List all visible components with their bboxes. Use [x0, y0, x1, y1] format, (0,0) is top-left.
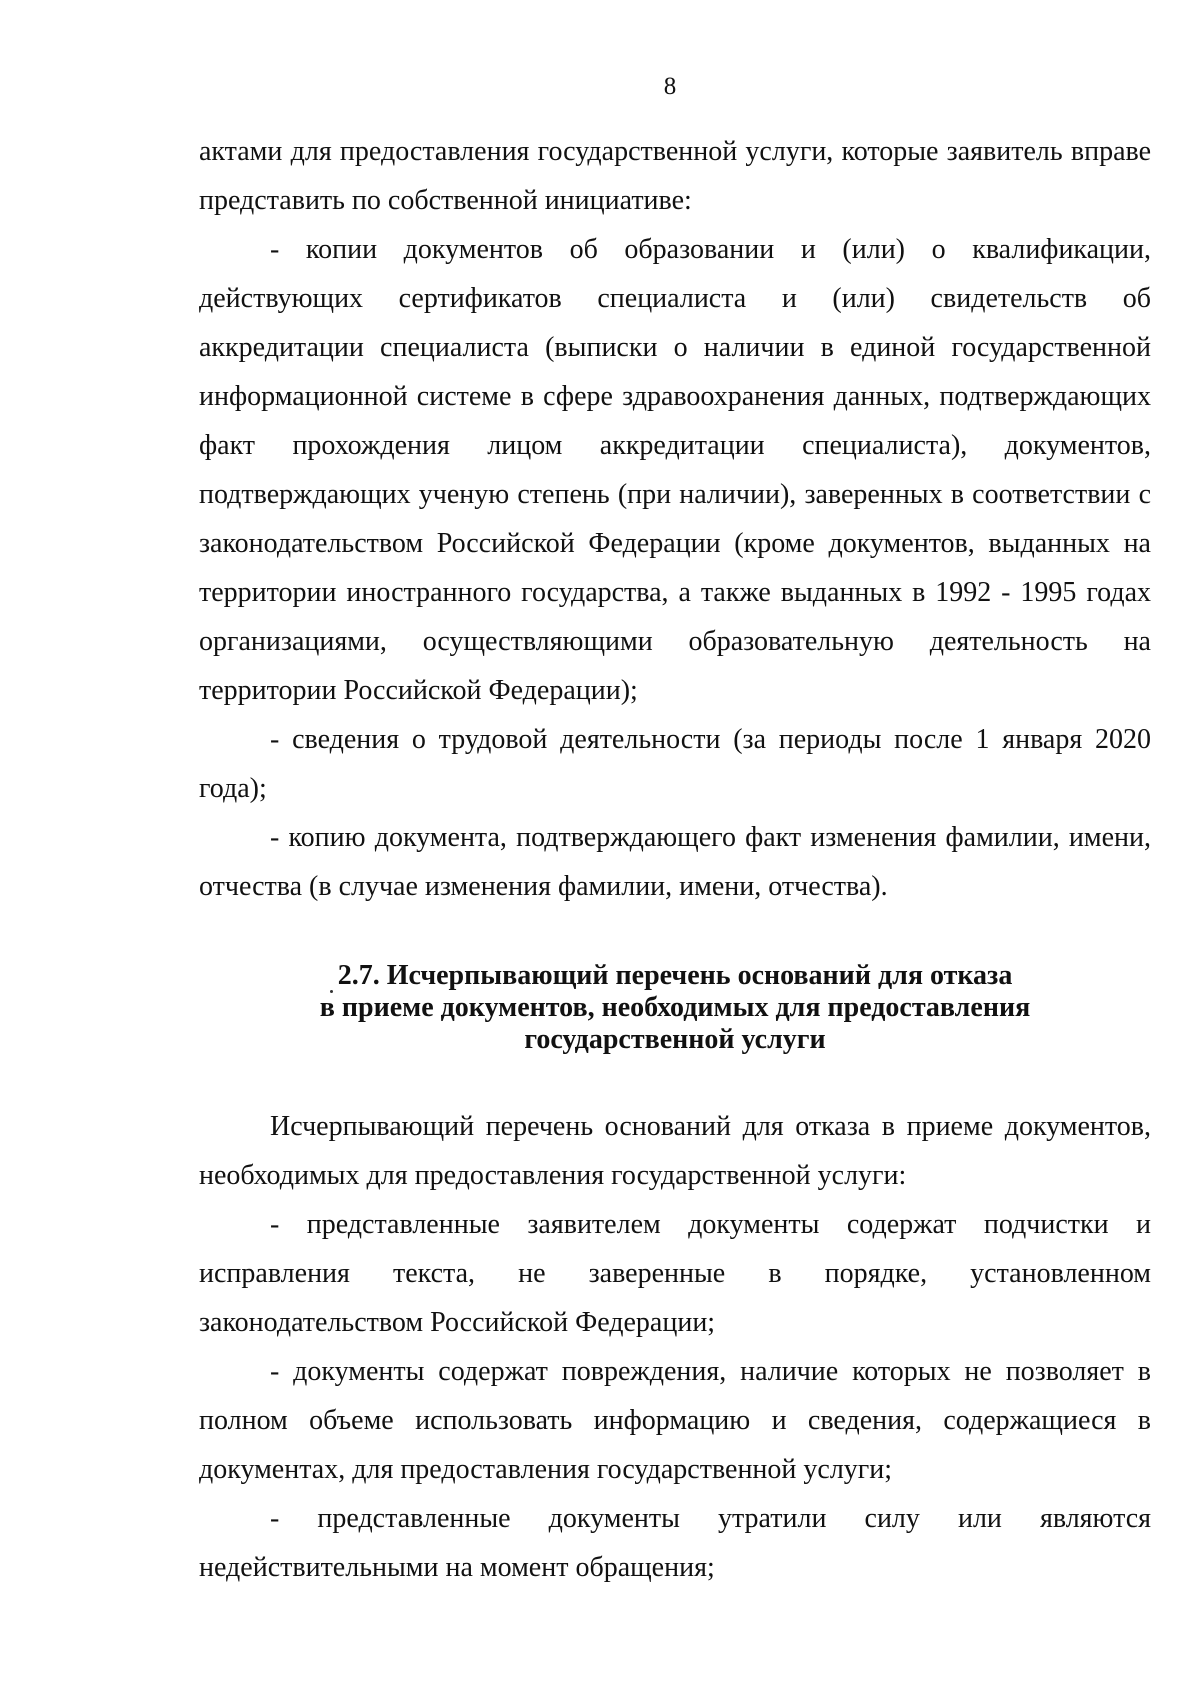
section-heading-line: 2.7. Исчерпывающий перечень оснований для отказа	[337, 960, 1013, 991]
list-item: - представленные заявителем документы содержат подчистки и исправления текста, не заверенные в порядке, установленном законодательством Российской Федерации;	[199, 1209, 1151, 1338]
page-number: 8	[663, 73, 677, 100]
section-heading	[199, 960, 1151, 1056]
section-heading-line: государственной услуги	[524, 1024, 826, 1055]
top-text-block	[199, 127, 1151, 911]
continuation-paragraph: актами для предоставления государственной услуги, которые заявитель вправе представить по собственной инициативе:	[199, 136, 1151, 216]
list-item: - сведения о трудовой деятельности (за периоды после 1 января 2020 года);	[199, 724, 1151, 804]
list-item: - документы содержат повреждения, наличие которых не позволяет в полном объеме использовать информацию и сведения, содержащиеся в документах, для предоставления государственной услуги;	[199, 1356, 1151, 1485]
section-intro-paragraph: Исчерпывающий перечень оснований для отказа в приеме документов, необходимых для предоставления государственной услуги:	[199, 1111, 1151, 1191]
section-heading-line: в приеме документов, необходимых для предоставления	[319, 992, 1031, 1023]
list-item: - представленные документы утратили силу или являются недействительными на момент обращения;	[199, 1503, 1151, 1583]
section-text-block	[199, 1102, 1151, 1592]
list-item: - копии документов об образовании и (или) о квалификации, действующих сертификатов специалиста и (или) свидетельств об аккредитации специалиста (выписки о наличии в единой государственной информационной системе в сфере здравоохранения данных, подтверждающих факт прохождения лицом аккредитации специалиста), документов, подтверждающих ученую степень (при наличии), заверенных в соответствии с законодательством Российской Федерации (кроме документов, выданных на территории иностранного государства, а также выданных в 1992 - 1995 годах организациями, осуществляющими образовательную деятельность на территории Российской Федерации);	[199, 234, 1151, 706]
list-item: - копию документа, подтверждающего факт изменения фамилии, имени, отчества (в случае изменения фамилии, имени, отчества).	[199, 822, 1151, 902]
